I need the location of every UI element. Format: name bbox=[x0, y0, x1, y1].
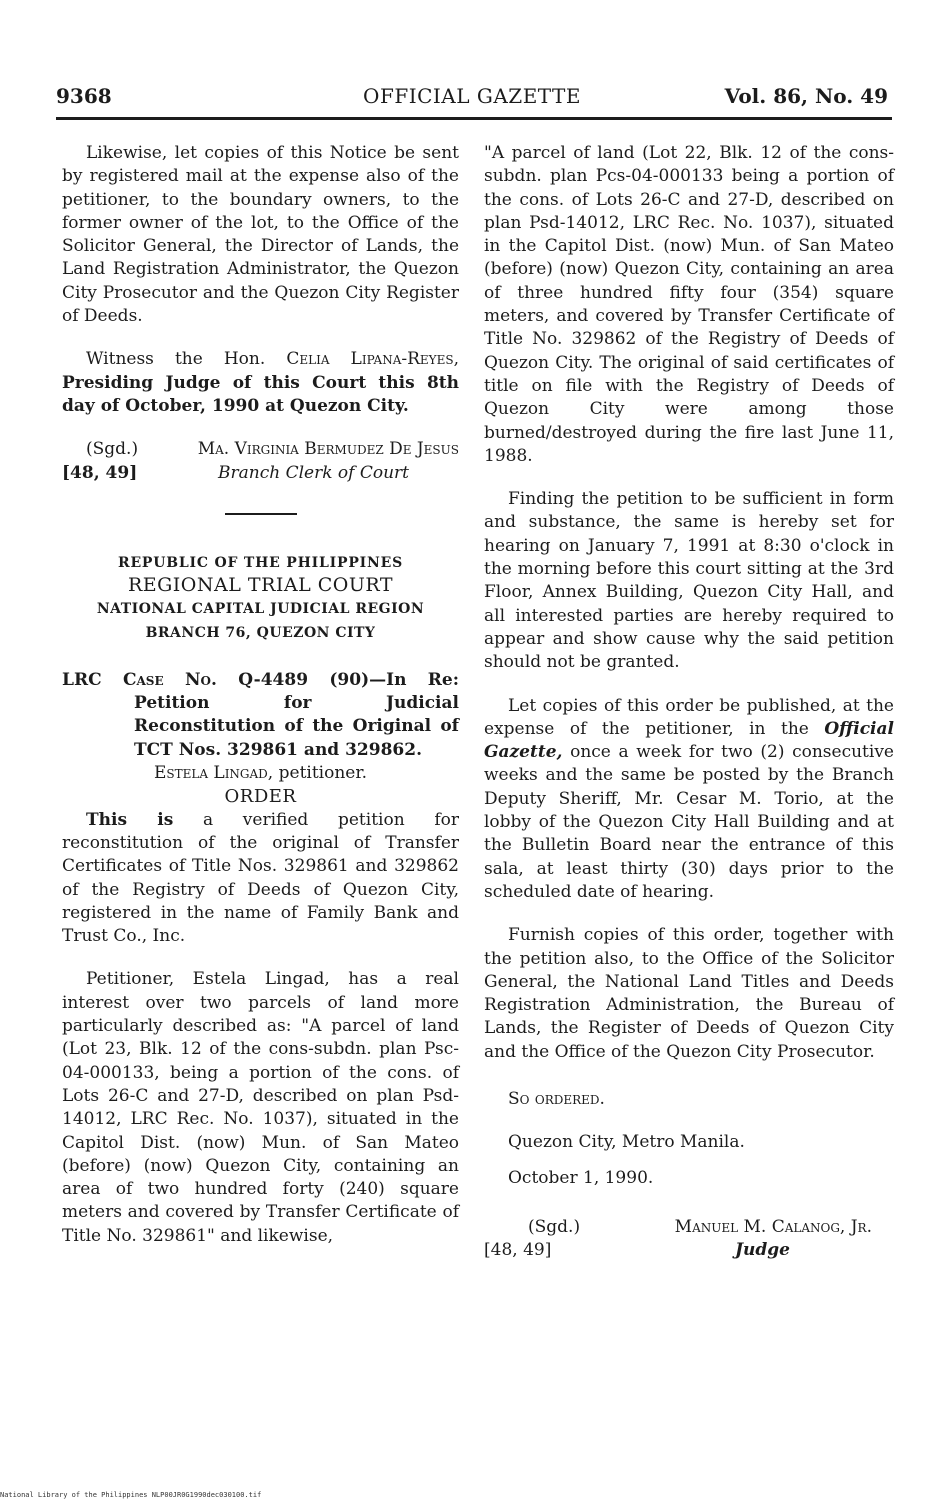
left-column bbox=[62, 142, 459, 1248]
clerk-signature-line bbox=[62, 438, 459, 461]
petition-lead: This is bbox=[86, 809, 174, 830]
petition-text: a verified petition for reconstitution of the original of Transfer Certificates of Title Nos. 329861 and 329862 of the Registry of Deeds of Quezon City, registered in the name of Family Bank and Trust Co., Inc. bbox=[62, 809, 459, 947]
petition-paragraph bbox=[62, 809, 459, 949]
interest-paragraph: Petitioner, Estela Lingad, has a real interest over two parcels of land more particularly described as: "A parcel of land (Lot 23, Blk. 12 of the cons-subdn. plan Psc-04-000133, being a portion of the cons. of Lots 26-C and 27-D, described on plan Psd-14012, LRC Rec. No. 1037), situated in the Capitol Dist. (now) Mun. of San Mateo (before) (now) Quezon City, containing an area of two hundred forty (240) square meters and covered by Transfer Certificate of Title No. 329861" and likewise, bbox=[62, 969, 459, 1246]
publish-gazette: Official Gazette, bbox=[484, 718, 894, 763]
notice-paragraph: Likewise, let copies of this Notice be sent by registered mail at the expense also of the petitioner, to the boundary owners, to the former owner of the lot, to the Office of the Solicitor General, the Director of Lands, the Land Registration Administrator, the Quezon City Prosecutor and the Quezon City Register of Deeds. bbox=[62, 143, 459, 327]
judge-title-line bbox=[484, 1239, 894, 1262]
furnish-paragraph: Furnish copies of this order, together with the petition also, to the Office of the Solicitor General, the National Land Titles and Deeds Registration Administration, the Bureau of Lands, the Register of Deeds of Quezon City and the Office of the Quezon City Prosecutor. bbox=[484, 925, 894, 1062]
case-caption bbox=[62, 669, 459, 762]
clerk-issue: [48, 49] bbox=[62, 462, 138, 483]
judge-title: Judge bbox=[735, 1240, 790, 1261]
witness-prefix: Witness the Hon. bbox=[86, 349, 287, 370]
witness-judge-name: Celia Lipana-Reyes, bbox=[286, 349, 459, 370]
judge-name: Manuel M. Calanog, Jr. bbox=[674, 1216, 872, 1237]
publication-title: OFFICIAL GAZETTE bbox=[363, 84, 581, 108]
order-title: ORDER bbox=[224, 786, 297, 808]
witness-rest: Presiding Judge of this Court this 8th day of October, 1990 at Quezon City. bbox=[62, 372, 459, 416]
page-number: 9368 bbox=[56, 84, 112, 108]
witness-paragraph bbox=[62, 348, 459, 418]
judge-signature-block bbox=[484, 1216, 894, 1263]
hearing-paragraph: Finding the petition to be sufficient in form and substance, the same is hereby set for hearing on January 7, 1991 at 8:30 o'clock in the morning before this court sitting at the 3rd Floor, Annex Building, Quezon City Hall, and all interested parties are hereby required to appear and show cause why the said petition should not be granted. bbox=[484, 489, 894, 673]
publish-after: once a week for two (2) consecutive weeks and the same be posted by the Branch Deputy Sheriff, Mr. Cesar M. Torio, at the lobby of the Quezon City Hall Building and at the Bulletin Board near the entrance of this sala, at least thirty (30) days prior to the scheduled date of hearing. bbox=[484, 742, 894, 902]
case-text: (90)—In Re: Petition for Judicial Reconstitution of the Original of TCT Nos. 329861 and 329862. bbox=[134, 669, 459, 760]
court-region: NATIONAL CAPITAL JUDICIAL REGION bbox=[96, 600, 425, 617]
publish-before: Let copies of this order be published, at the expense of the petitioner, in the bbox=[484, 695, 894, 739]
parcel-paragraph: "A parcel of land (Lot 22, Blk. 12 of the cons-subdn. plan Pcs-04-000133 being a portion of the cons. of Lots 26-C and 27-D, described on plan Psd-14012, LRC Rec. No. 1037), situated in the Capitol Dist. (now) Mun. of San Mateo (before) (now) Quezon City, containing an area of three hundred fifty four (354) square meters, and covered by Transfer Certificate of Title No. 329862 of the Registry of Deeds of Quezon City. The original of said certificates of title on file with the Registry of Deeds of Quezon City were among those burned/destroyed during the fire last June 11, 1988. bbox=[484, 143, 894, 466]
page-header bbox=[56, 84, 888, 112]
petitioner-line bbox=[62, 762, 459, 785]
judge-sgd: (Sgd.) bbox=[528, 1216, 581, 1237]
petitioner-role: petitioner. bbox=[273, 763, 368, 784]
right-column bbox=[484, 142, 894, 1262]
publication-paragraph bbox=[484, 695, 894, 905]
clerk-title: Branch Clerk of Court bbox=[218, 462, 409, 483]
judge-signature-line bbox=[528, 1216, 894, 1239]
republic-heading: REPUBLIC OF THE PHILIPPINES bbox=[118, 554, 403, 571]
clerk-title-line bbox=[62, 462, 459, 485]
order-date: October 1, 1990. bbox=[508, 1167, 654, 1188]
clerk-sgd: (Sgd.) bbox=[86, 439, 139, 460]
court-name: REGIONAL TRIAL COURT bbox=[127, 573, 394, 596]
case-label: LRC Case No. Q-4489 bbox=[62, 669, 309, 690]
court-branch: BRANCH 76, QUEZON CITY bbox=[145, 624, 376, 641]
judge-issue: [48, 49] bbox=[484, 1240, 552, 1261]
so-ordered: So ordered. bbox=[508, 1088, 605, 1109]
clerk-name: Ma. Virginia Bermudez De Jesus bbox=[197, 439, 459, 460]
petitioner-name: Estela Lingad, bbox=[153, 763, 274, 784]
header-rule bbox=[56, 117, 892, 120]
order-place: Quezon City, Metro Manila. bbox=[508, 1132, 745, 1153]
section-divider bbox=[225, 513, 297, 515]
scan-footer: National Library of the Philippines NLP00JR0G1990dec030100.tif bbox=[0, 1491, 262, 1499]
volume-number: Vol. 86, No. 49 bbox=[724, 84, 888, 108]
